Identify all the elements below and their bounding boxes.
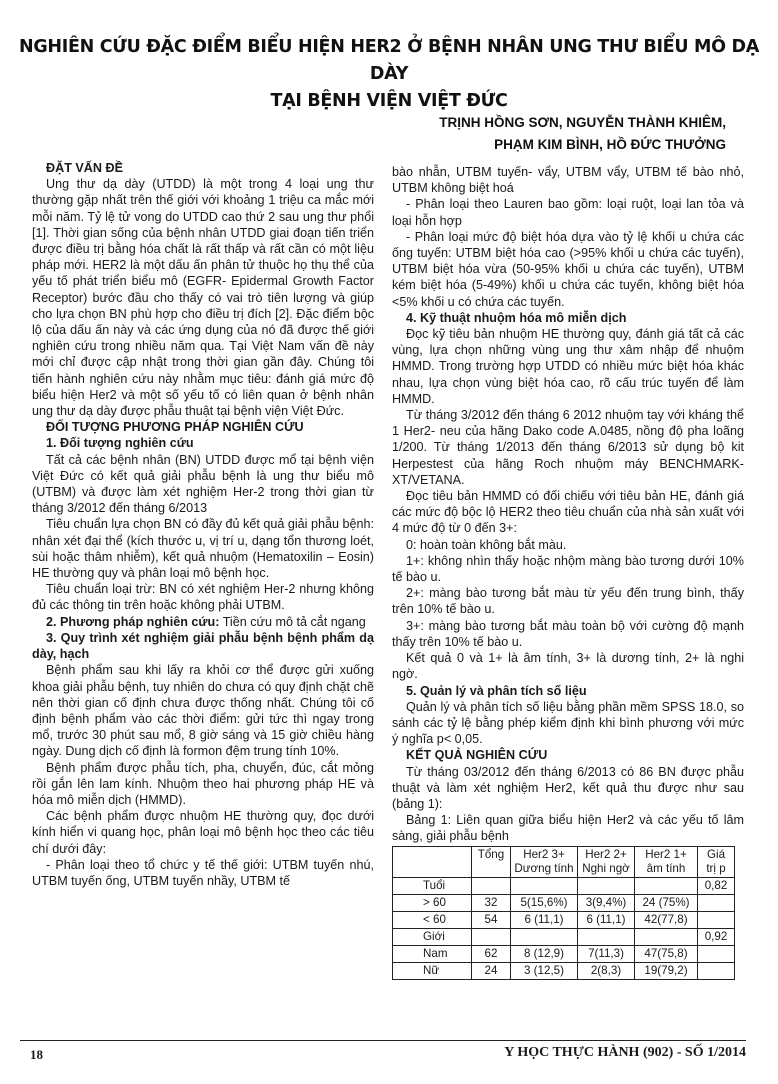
table-row-label: < 60 <box>393 911 472 928</box>
authors-line-2: PHẠM KIM BÌNH, HỒ ĐỨC THƯỞNG <box>494 137 726 152</box>
table-cell-total: 32 <box>472 894 511 911</box>
table-header-cell <box>393 846 472 877</box>
table-cell-her2-2 <box>578 928 635 945</box>
table-cell-total <box>472 928 511 945</box>
table-cell-total: 62 <box>472 945 511 962</box>
table-cell-p <box>698 911 735 928</box>
table-row-label: Tuổi <box>393 877 472 894</box>
subheading-data-analysis: 5. Quản lý và phân tích số liệu <box>406 683 587 698</box>
table-cell-her2-2: 2(8,3) <box>578 962 635 979</box>
table-row <box>393 928 735 945</box>
table-cell-her2-1 <box>635 877 698 894</box>
paragraph-who-classification: - Phân loại theo tổ chức y tế thế giới: UTBM tuyến nhú, UTBM tuyến ống, UTBM tuyến nhầy, UTBM tế <box>32 857 374 888</box>
paragraph-inclusion: Tiêu chuẩn lựa chọn BN có đầy đủ kết quả giải phẫu bệnh: nhân xét đại thể (kích thước u, vị trí u, dạng tổn thương loét, sùi hoặc thâm nhiễm), kết quả nhuộm (Hematoxilin – Eosin) HE thường quy và phân loại mô bệnh học. <box>32 517 374 581</box>
score-0: 0: hoàn toàn không bắt màu. <box>406 537 567 552</box>
table-cell-p <box>698 894 735 911</box>
table-cell-her2-1: 24 (75%) <box>635 894 698 911</box>
score-1: 1+: không nhìn thấy hoặc nhộm màng bào tương dưới 10% tế bào u. <box>392 553 744 585</box>
table-cell-her2-3: 3 (12,5) <box>511 962 578 979</box>
table-cell-her2-1 <box>635 928 698 945</box>
table-row-label: Nữ <box>393 962 472 979</box>
table-cell-p: 0,92 <box>698 928 735 945</box>
table-header-cell: Her2 1+ âm tính <box>635 846 698 877</box>
table-header-cell: Her2 3+ Dương tính <box>511 846 578 877</box>
score-2: 2+: màng bào tương bắt màu từ yếu đến trung bình, thấy trên 10% tế bào u. <box>392 586 744 617</box>
table-cell-her2-3: 5(15,6%) <box>511 894 578 911</box>
score-3: 3+: màng bào tương bắt màu toàn bộ với cường độ mạnh thấy trên 10% tế bào u. <box>392 618 744 649</box>
section-heading-intro: ĐẶT VẤN ĐỀ <box>46 161 123 175</box>
table-cell-her2-2: 3(9,4%) <box>578 894 635 911</box>
right-column <box>392 164 744 980</box>
section-heading-methods: ĐỐI TƯỢNG PHƯƠNG PHÁP NGHIÊN CỨU <box>46 420 304 435</box>
paragraph-data-analysis: Quản lý và phân tích số liệu bằng phần mềm SPSS 18.0, so sánh các tỷ lệ bằng phép kiểm định khi bình phương với mức ý nghĩa p< 0,05. <box>392 699 744 747</box>
subheading-method: 2. Phương pháp nghiên cứu: <box>46 614 220 629</box>
authors-line-1: TRỊNH HỒNG SƠN, NGUYỄN THÀNH KHIÊM, <box>439 115 726 130</box>
table-row <box>393 911 735 928</box>
table-caption: Bảng 1: Liên quan giữa biểu hiện Her2 và các yếu tố lâm sàng, giải phẫu bệnh <box>392 813 744 844</box>
table-header-cell: Her2 2+ Nghi ngờ <box>578 846 635 877</box>
paragraph-ihc-scoring: Đọc tiêu bản HMMD có đối chiếu với tiêu bản HE, đánh giá các mức độ bộc lộ HER2 theo tiêu chuẩn của nhà sản xuất với 4 mức độ từ 0 đến 3+: <box>392 489 744 536</box>
table-row-label: > 60 <box>393 894 472 911</box>
table-cell-her2-2: 6 (11,1) <box>578 911 635 928</box>
paragraph-results: Từ tháng 03/2012 đến tháng 6/2013 có 86 BN được phẫu thuật và làm xét nghiệm Her2, kết quả thu được như sau (bảng 1): <box>392 764 744 811</box>
paragraph-exclusion: Tiêu chuẩn loại trừ: BN có xét nghiệm Her-2 nhưng không đủ các thông tin trên hoặc không phải UTBM. <box>32 582 374 613</box>
paragraph-processing: Bệnh phẩm được phẫu tích, pha, chuyển, đúc, cắt mỏng rồi gắn lên lam kính. Nhuộm theo hai phương pháp HE và hóa mô miễn dịch (HMMD). <box>32 760 374 807</box>
paragraph-lauren: - Phân loại theo Lauren bao gồm: loại ruột, loại lan tỏa và loại hỗn hợp <box>392 197 744 228</box>
table-row <box>393 962 735 979</box>
table-cell-her2-3 <box>511 877 578 894</box>
table-cell-p <box>698 945 735 962</box>
table-cell-her2-3: 6 (11,1) <box>511 911 578 928</box>
table-cell-her2-2: 7(11,3) <box>578 945 635 962</box>
table-cell-total: 24 <box>472 962 511 979</box>
article-title <box>0 34 778 115</box>
paragraph-score-interpretation: Kết quả 0 và 1+ là âm tính, 3+ là dương tính, 2+ là nghi ngờ. <box>392 651 744 682</box>
journal-name: Y HỌC THỰC HÀNH (902) - SỐ 1/2014 <box>504 1045 746 1060</box>
results-table <box>392 846 735 980</box>
paragraph-specimen: Bệnh phẩm sau khi lấy ra khỏi cơ thể được gửi xuống khoa giải phẫu bệnh, tuy nhiên do chưa có quy định chặt chẽ nên thời gian cố định chưa được thống nhất. Chúng tôi cố định bệnh phẩm vào các thời điểm: gửi tức thì ngay trong mổ, trước 30 phút sau mổ, 8 giờ sáng và 15 giờ chiều hàng ngày. Dung dịch cố định là formon đệm trung tính 10%. <box>32 663 374 759</box>
table-cell-her2-1: 47(75,8) <box>635 945 698 962</box>
table-header-cell: Giá trị p <box>698 846 735 877</box>
paragraph-differentiation: - Phân loại mức độ biệt hóa dựa vào tỷ lệ khối u chứa các ống tuyến: UTBM biệt hóa cao (>95% khối u chứa các tuyến), UTBM biệt hóa vừa (50-95% khối u chứa các tuyến), UTBM kém biệt hóa (5-49%) khối u chứa các tuyến, không biệt hóa <5% khối u có chứa các tuyến. <box>392 229 744 309</box>
title-line-2: TẠI BỆNH VIỆN VIỆT ĐỨC <box>270 91 508 111</box>
table-cell-her2-1: 42(77,8) <box>635 911 698 928</box>
table-row <box>393 945 735 962</box>
paragraph-he-staining: Các bệnh phẩm được nhuộm HE thường quy, đọc dưới kính hiển vi quang học, phân loại mô bệnh học theo các tiêu chí dưới đây: <box>32 809 374 856</box>
paragraph-ihc-antibody: Từ tháng 3/2012 đến tháng 6 2012 nhuộm tay với kháng thể 1 Her2- neu của hãng Dako code A.0485, nồng độ pha loãng 1/200. Từ tháng 1/2013 đến tháng 6/2013 sử dụng bộ kit Herpestest của hãng Roch nhuộm máy BENCHMARK-XT/VETANA. <box>392 408 744 487</box>
table-row-label: Giới <box>393 928 472 945</box>
table-cell-her2-2 <box>578 877 635 894</box>
table-row <box>393 877 735 894</box>
subheading-procedure: 3. Quy trình xét nghiệm giải phẫu bệnh bệnh phẩm dạ dày, hạch <box>32 630 374 662</box>
section-heading-results: KẾT QUẢ NGHIÊN CỨU <box>406 748 548 763</box>
table-row <box>393 894 735 911</box>
table-cell-total <box>472 877 511 894</box>
subheading-ihc: 4. Kỹ thuật nhuộm hóa mô miễn dịch <box>406 310 627 325</box>
title-line-1: NGHIÊN CỨU ĐẶC ĐIỂM BIỂU HIỆN HER2 Ở BỆNH NHÂN UNG THƯ BIỂU MÔ DẠ DÀY <box>18 37 759 84</box>
method-text: Tiền cứu mô tả cắt ngang <box>219 614 366 629</box>
page-footer <box>20 1040 746 1065</box>
subheading-subjects: 1. Đối tượng nghiên cứu <box>46 436 194 451</box>
table-cell-her2-3: 8 (12,9) <box>511 945 578 962</box>
table-cell-total: 54 <box>472 911 511 928</box>
paragraph-who-continued: bào nhẫn, UTBM tuyến- vẩy, UTBM vẩy, UTBM tế bào nhỏ, UTBM không biệt hoá <box>392 165 744 196</box>
table-row-label: Nam <box>393 945 472 962</box>
table-cell-p <box>698 962 735 979</box>
table-header-row <box>393 846 735 877</box>
table-cell-p: 0,82 <box>698 877 735 894</box>
paragraph-method <box>32 614 374 630</box>
table-header-cell: Tổng <box>472 846 511 877</box>
paragraph-subjects: Tất cả các bệnh nhân (BN) UTDD được mổ tại bệnh viện Việt Đức có kết quả giải phẫu bệnh là ung thư biểu mô (UTBM) và được làm xét nghiệm Her-2 trong thời gian từ tháng 3/2012 đến tháng 6/2013 <box>32 452 374 516</box>
authors <box>439 112 726 156</box>
paragraph-intro: Ung thư dạ dày (UTDD) là một trong 4 loại ung thư thường gặp nhất trên thế giới với khoảng 1 triệu ca mắc mới mỗi năm. Tỷ lệ tử vong do UTDD cao thứ 2 sau ung thư phổi [1]. Thời gian sống của bệnh nhân UTDD giai đoạn tiến triển được điều trị bằng hóa chất là rất thấp và rất cần có một liệu pháp mới. HER2 là một dấu ấn phân tử thuộc họ thụ thể của yếu tố phát triển biểu mô (EGFR- Epidermal Growth Factor Receptor) bước đầu cho thấy có vai trò tiên lượng và giúp cho lựa chọn BN phù hợp cho điều trị đích [2]. Đặc điểm bộc lộ của dấu ấn này và các ứng dụng của nó đã được thế giới nghiên cứu trong nhiều năm qua. Tại Việt Nam vấn đề này mới chỉ được cập nhật trong thời gian gần đây. Chúng tôi tiến hành nghiên cứu này nhằm mục tiêu: đánh giá mức độ biểu hiện Her2 và một số yếu tố có liên quan ở bệnh nhân ung thư dạ dày được phẫu thuật tại bệnh viện Việt Đức. <box>32 177 374 419</box>
page-number: 18 <box>30 1047 43 1062</box>
table-cell-her2-1: 19(79,2) <box>635 962 698 979</box>
paragraph-ihc-reading: Đọc kỹ tiêu bản nhuộm HE thường quy, đánh giá tất cả các vùng, lựa chọn những vùng ung thư xâm nhập để nhuộm HMMD. Trong trường hợp UTDD có nhiều mức biệt hóa khác nhau, lựa chọn vùng biệt hóa cao, rõ cấu trúc tuyến để làm HMMD. <box>392 327 744 406</box>
table-cell-her2-3 <box>511 928 578 945</box>
left-column <box>32 160 374 889</box>
